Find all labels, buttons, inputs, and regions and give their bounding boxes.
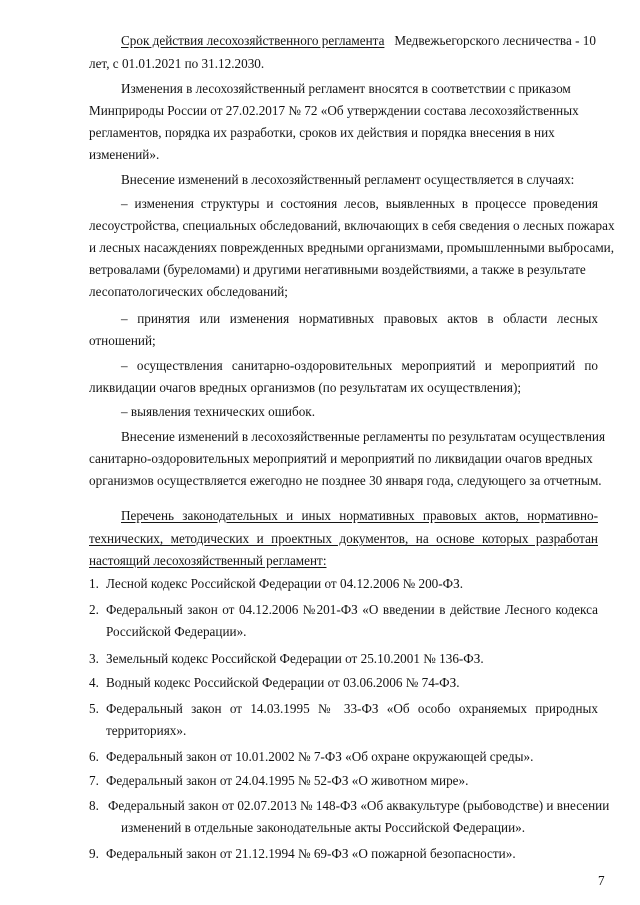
list-item-number: 8. [89,798,99,813]
list-heading-line: технических, методических и проектных документов, на основе которых разработан [89,531,598,546]
term-line-2: лет, с 01.01.2021 по 31.12.2030. [89,56,265,71]
case-3-line: – осуществления санитарно-оздоровительных мероприятий и мероприятий по [121,358,598,373]
list-item-text: Федеральный закон от 04.12.2006 №201-ФЗ «О введении в действие Лесного кодекса [106,602,598,617]
annual-changes-line: Внесение изменений в лесохозяйственные регламенты по результатам осуществления [121,429,606,444]
list-item-text: Водный кодекс Российской Федерации от 03.06.2006 № 74-ФЗ. [106,675,460,690]
changes-basis-line: Минприроды России от 27.02.2017 № 72 «Об утверждении состава лесохозяйственных [89,103,579,118]
changes-basis-line: изменений». [89,147,160,162]
list-item-text: Российской Федерации». [106,624,247,639]
annual-changes-line: организмов осуществляется ежегодно не позднее 30 января года, следующего за отчетным. [89,473,602,488]
list-item-text: Федеральный закон от 10.01.2002 № 7-ФЗ «Об охране окружающей среды». [106,749,534,764]
list-item-number: 9. [89,846,99,861]
term-line-1 [121,30,596,52]
changes-basis-line: регламентов, порядка их разработки, сроков их действия и порядка внесения в них [89,125,555,140]
case-1-line: ветровалами (буреломами) и другими негативными воздействиями, а также в результате [89,262,586,277]
list-item-text: Земельный кодекс Российской Федерации от 25.10.2001 № 136-ФЗ. [106,651,484,666]
list-heading-line: Перечень законодательных и иных нормативных правовых актов, нормативно- [121,508,598,523]
list-item-number: 1. [89,576,99,591]
list-item-number: 2. [89,602,99,617]
term-underlined-text: Срок действия лесохозяйственного регламента [121,33,385,48]
list-item-text: Лесной кодекс Российской Федерации от 04.12.2006 № 200-ФЗ. [106,576,463,591]
list-item-number: 5. [89,701,99,716]
list-item-number: 7. [89,773,99,788]
case-1-line: лесопатологических обследований; [89,284,288,299]
case-1-line: – изменения структуры и состояния лесов, выявленных в процессе проведения [121,196,598,211]
list-item-text: изменений в отдельные законодательные акты Российской Федерации». [121,820,526,835]
case-1-line: лесоустройства, специальных обследований, включающих в себя сведения о лесных пожарах [89,218,615,233]
case-2-line: отношений; [89,333,156,348]
term-line-1-rest: Медвежьегорского лесничества - 10 [394,33,596,48]
list-item-text: территориях». [106,723,187,738]
page-number: 7 [598,873,605,888]
list-item-number: 6. [89,749,99,764]
annual-changes-line: санитарно-оздоровительных мероприятий и мероприятий по ликвидации очагов вредных [89,451,593,466]
list-heading-line: настоящий лесохозяйственный регламент: [89,553,327,568]
case-2-line: – принятия или изменения нормативных правовых актов в области лесных [121,311,598,326]
list-item-number: 3. [89,651,99,666]
cases-intro: Внесение изменений в лесохозяйственный регламент осуществляется в случаях: [121,172,575,187]
changes-basis-line: Изменения в лесохозяйственный регламент вносятся в соответствии с приказом [121,81,571,96]
list-item-text: Федеральный закон от 14.03.1995 № 33-ФЗ «Об особо охраняемых природных [106,701,598,716]
list-item-text: Федеральный закон от 21.12.1994 № 69-ФЗ «О пожарной безопасности». [106,846,516,861]
list-item-text: Федеральный закон от 24.04.1995 № 52-ФЗ «О животном мире». [106,773,469,788]
case-4-line: – выявления технических ошибок. [121,404,315,419]
list-item-text: Федеральный закон от 02.07.2013 № 148-ФЗ «Об аквакультуре (рыбоводстве) и внесении [108,798,610,813]
case-3-line: ликвидации очагов вредных организмов (по результатам их осуществления); [89,380,522,395]
list-item-number: 4. [89,675,99,690]
case-1-line: и лесных насаждениях поврежденных вредными организмами, промышленными выбросами, [89,240,615,255]
